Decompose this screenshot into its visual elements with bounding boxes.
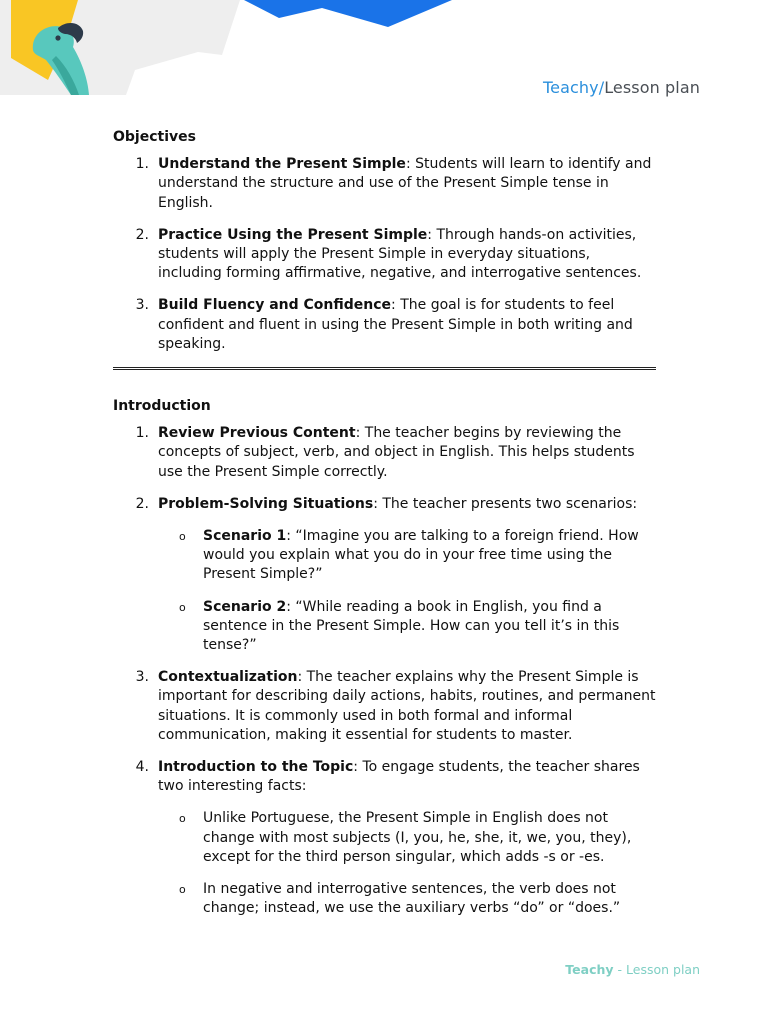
objective-text: : The goal is for students to feel confident and fluent in using the Present Simple in both writing and speaking.	[158, 297, 633, 352]
list-number: 3.	[135, 297, 149, 314]
scenario-item	[158, 598, 658, 656]
scenario-text: : “Imagine you are talking to a foreign friend. How would you explain what you do in your free time using the Present Simple?”	[203, 528, 639, 583]
introduction-item-title: Problem-Solving Situations	[158, 495, 374, 512]
footer-brand: Teachy	[565, 962, 614, 977]
introduction-item	[113, 758, 658, 918]
introduction-item	[113, 668, 658, 745]
objective-item	[113, 155, 658, 213]
lesson-document	[113, 128, 658, 932]
bullet-icon: o	[179, 883, 186, 897]
footer-suffix: - Lesson plan	[613, 962, 700, 977]
page-footer	[565, 962, 700, 977]
introduction-item-text: : The teacher explains why the Present Simple is important for describing daily actions, habits, routines, and permanent situations. It is commonly used in both formal and informal communication, making it essential for students to master.	[158, 669, 656, 743]
introduction-item	[113, 424, 658, 482]
introduction-item-text: : To engage students, the teacher shares two interesting facts:	[158, 759, 640, 795]
objective-item	[113, 296, 658, 354]
objective-text: : Students will learn to identify and understand the structure and use of the Present Simple tense in English.	[158, 156, 652, 211]
objective-text: : Through hands-on activities, students will apply the Present Simple in everyday situations, including forming affirmative, negative, and interrogative sentences.	[158, 226, 642, 282]
brand-suffix: Lesson plan	[604, 78, 700, 97]
bullet-icon: o	[179, 530, 186, 544]
header-blue-shape	[244, 0, 452, 27]
list-number: 2.	[135, 226, 149, 243]
introduction-item-text: : The teacher begins by reviewing the concepts of subject, verb, and object in English. This helps students use the Present Simple correctly.	[158, 425, 635, 480]
introduction-heading: Introduction	[113, 398, 211, 415]
objective-title: Build Fluency and Confidence	[158, 297, 392, 314]
introduction-item	[113, 495, 658, 655]
list-number: 1.	[135, 156, 149, 173]
introduction-item-title: Contextualization	[158, 669, 298, 686]
list-number: 4.	[135, 759, 149, 776]
list-number: 1.	[135, 425, 149, 442]
fact-text: In negative and interrogative sentences, the verb does not change; instead, we use the auxiliary verbs “do” or “does.”	[203, 881, 621, 917]
introduction-item-title: Introduction to the Topic	[158, 759, 354, 776]
objective-title: Understand the Present Simple	[158, 156, 406, 173]
brand-title	[543, 78, 700, 97]
list-number: 3.	[135, 669, 149, 686]
brand-name: Teachy/	[542, 78, 605, 97]
introduction-item-text: : The teacher presents two scenarios:	[373, 495, 638, 512]
scenario-list	[158, 527, 658, 655]
scenario-title: Scenario 2	[203, 598, 287, 615]
fact-item	[158, 880, 658, 918]
bullet-icon: o	[179, 812, 186, 826]
section-divider	[113, 367, 656, 370]
introduction-list	[113, 424, 658, 918]
scenario-item	[158, 527, 658, 585]
fact-item	[158, 809, 658, 867]
facts-list	[158, 809, 658, 918]
objective-item	[113, 226, 658, 284]
list-number: 2.	[135, 495, 149, 512]
bullet-icon: o	[179, 600, 186, 614]
fact-text: Unlike Portuguese, the Present Simple in English does not change with most subjects (I, you, he, she, it, we, you, they), except for the third person singular, which adds -s or -es.	[203, 810, 632, 865]
introduction-item-title: Review Previous Content	[158, 425, 356, 442]
objectives-heading: Objectives	[113, 129, 196, 145]
objective-title: Practice Using the Present Simple	[158, 226, 428, 243]
scenario-text: : “While reading a book in English, you find a sentence in the Present Simple. How can you tell it’s in this tense?”	[203, 598, 620, 654]
objectives-list	[113, 155, 658, 354]
scenario-title: Scenario 1	[203, 528, 287, 545]
